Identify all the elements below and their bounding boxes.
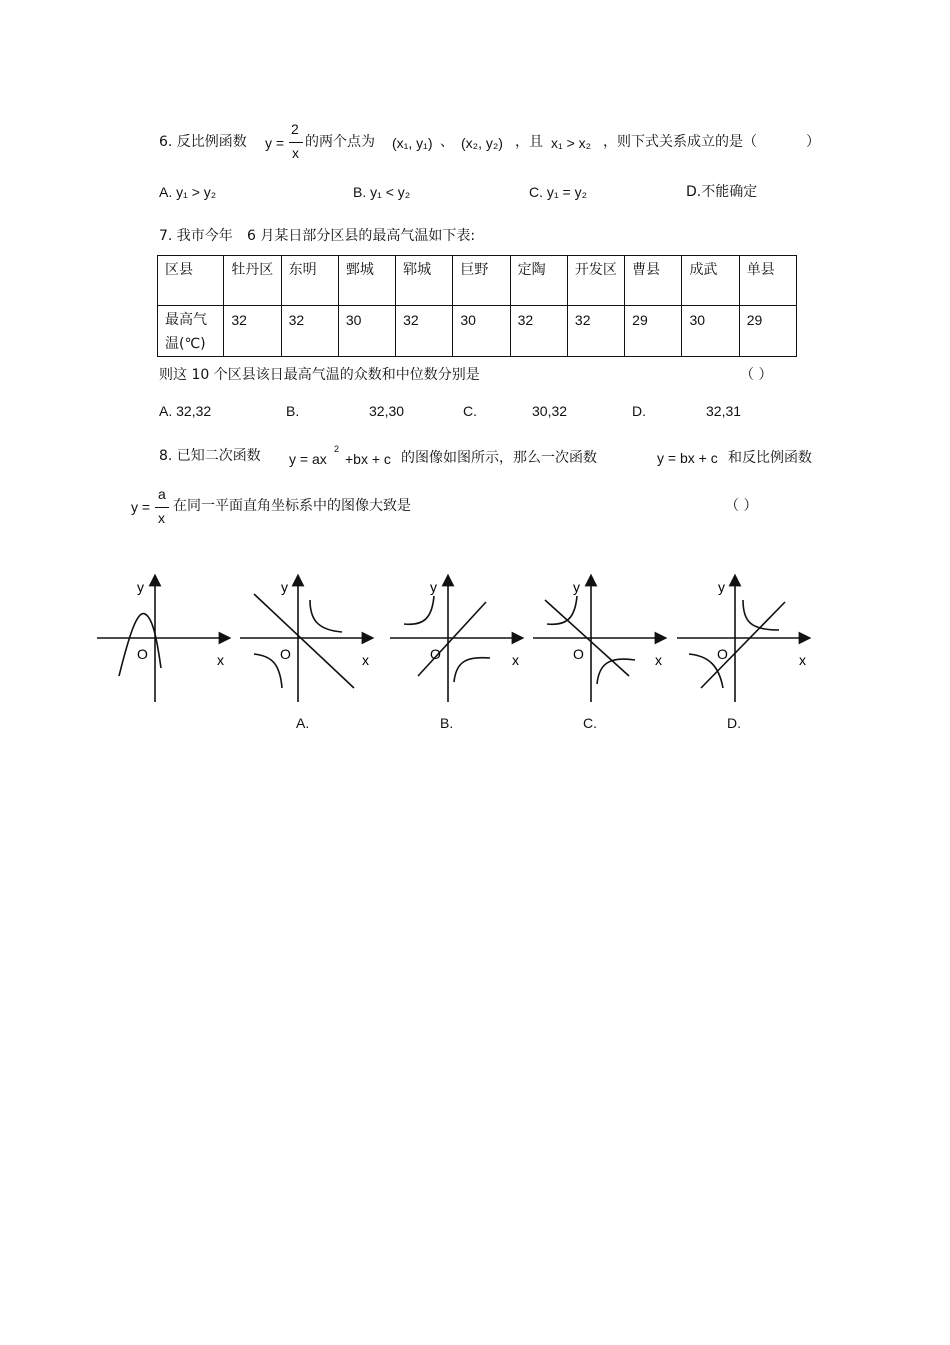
hyperbola-branch-lower xyxy=(597,659,635,684)
option-d-label[interactable]: D. xyxy=(727,715,741,731)
origin-label: O xyxy=(573,646,584,662)
option-c-graph[interactable] xyxy=(531,570,671,710)
origin-label: O xyxy=(137,646,148,662)
table-county: 曹县 xyxy=(625,256,682,306)
option-a-label[interactable]: A. xyxy=(296,715,310,731)
q8-quadratic-y: y = ax xyxy=(289,451,327,467)
option-d-graph[interactable] xyxy=(675,570,815,710)
q6-condition: x₁ > x₂ xyxy=(551,135,592,151)
hyperbola-branch-lower xyxy=(254,654,282,688)
table-temp: 29 xyxy=(625,306,682,357)
table-row-counties xyxy=(158,256,797,306)
temperature-table xyxy=(157,255,797,357)
table-county: 单县 xyxy=(739,256,796,306)
hyperbola-branch-upper xyxy=(404,596,434,624)
table-temp: 30 xyxy=(682,306,739,357)
q7-option-c-letter: C. xyxy=(463,403,477,419)
table-county: 开发区 xyxy=(567,256,624,306)
line-graph xyxy=(254,594,354,688)
table-county: 东明 xyxy=(281,256,338,306)
q8-quadratic-rest: +bx + c xyxy=(345,451,391,467)
q7-option-b-value: 32,30 xyxy=(369,403,405,419)
q6-point-2: (x₂, y₂) xyxy=(461,135,503,151)
axis-x-label: x xyxy=(362,652,369,668)
q6-separator: 、 xyxy=(440,134,454,150)
q6-fraction-numerator: 2 xyxy=(291,121,299,137)
table-temp: 32 xyxy=(224,306,281,357)
q8-fraction xyxy=(155,486,169,530)
axis-y-label: y xyxy=(718,579,725,595)
table-row-label: 最高气温(℃) xyxy=(158,306,224,357)
table-temp: 30 xyxy=(338,306,395,357)
q6-option-c: C. y₁ = y₂ xyxy=(529,184,588,200)
table-county: 定陶 xyxy=(510,256,567,306)
option-c-label[interactable]: C. xyxy=(583,715,597,731)
q8-linear: y = bx + c xyxy=(657,450,718,466)
q8-quadratic-exponent: 2 xyxy=(334,444,340,454)
q6-point-1: (x₁, y₁) xyxy=(392,135,433,151)
quadratic-graph xyxy=(95,570,235,710)
table-temp: 32 xyxy=(510,306,567,357)
q6-tail: ，则下式关系成立的是（ xyxy=(603,134,757,150)
table-header-label: 区县 xyxy=(158,256,224,306)
table-temp: 32 xyxy=(567,306,624,357)
q6-fraction-denominator: x xyxy=(292,145,299,161)
q6-func-y: y = xyxy=(265,135,285,151)
table-county: 牡丹区 xyxy=(224,256,281,306)
axis-x-label: x xyxy=(655,652,662,668)
q6-close-paren: ） xyxy=(806,134,820,150)
hyperbola-branch-upper xyxy=(547,596,577,624)
origin-label: O xyxy=(430,646,441,662)
q8-middle: 的图像如图所示，那么一次函数 xyxy=(401,450,597,466)
q8-answer-paren: （ ） xyxy=(725,498,758,514)
q6-option-b: B. y₁ < y₂ xyxy=(353,184,411,200)
q6-and: ，且 xyxy=(515,134,543,150)
q8-end: 和反比例函数 xyxy=(728,450,812,466)
q8-line2-y: y = xyxy=(131,499,151,515)
axis-x-label: x xyxy=(799,652,806,668)
table-row-temps xyxy=(158,306,797,357)
q7-option-a: A. 32,32 xyxy=(159,403,212,419)
table-county: 巨野 xyxy=(453,256,510,306)
option-b-graph[interactable] xyxy=(388,570,528,710)
axis-y-label: y xyxy=(281,579,288,595)
origin-label: O xyxy=(280,646,291,662)
table-temp: 32 xyxy=(396,306,453,357)
q8-fraction-numerator: a xyxy=(158,486,166,502)
q6-middle: 的两个点为 xyxy=(305,134,375,150)
table-county: 鄄城 xyxy=(338,256,395,306)
q7-question: 则这 10 个区县该日最高气温的众数和中位数分别是 xyxy=(159,367,480,383)
hyperbola-branch-lower xyxy=(454,658,490,682)
table-county: 成武 xyxy=(682,256,739,306)
q7-option-d-value: 32,31 xyxy=(706,403,742,419)
q7-option-b-letter: B. xyxy=(286,403,300,419)
q7-option-d-letter: D. xyxy=(632,403,646,419)
table-temp: 29 xyxy=(739,306,796,357)
q8-lead: 8. 已知二次函数 xyxy=(159,448,261,464)
q7-answer-paren: （ ） xyxy=(740,367,773,383)
q6-option-a: A. y₁ > y₂ xyxy=(159,184,217,200)
q8-fraction-denominator: x xyxy=(158,510,165,526)
table-temp: 32 xyxy=(281,306,338,357)
q6-lead: 6. 反比例函数 xyxy=(159,134,247,150)
axis-y-label: y xyxy=(137,579,144,595)
q7-option-c-value: 30,32 xyxy=(532,403,568,419)
q6-fraction xyxy=(289,121,303,165)
axis-y-label: y xyxy=(573,579,580,595)
table-temp: 30 xyxy=(453,306,510,357)
option-b-label[interactable]: B. xyxy=(440,715,454,731)
hyperbola-branch-upper xyxy=(310,600,342,632)
q7-month: 6 月某日部分区县的最高气温如下表: xyxy=(247,228,476,244)
line-graph xyxy=(701,602,785,688)
q7-lead: 7. 我市今年 xyxy=(159,228,233,244)
axis-x-label: x xyxy=(512,652,519,668)
table-county: 郓城 xyxy=(396,256,453,306)
q6-option-d: D.不能确定 xyxy=(686,184,758,200)
axis-x-label: x xyxy=(217,652,224,668)
option-a-graph[interactable] xyxy=(238,570,378,710)
origin-label: O xyxy=(717,646,728,662)
line-graph xyxy=(418,602,486,676)
axis-y-label: y xyxy=(430,579,437,595)
q8-line2-text: 在同一平面直角坐标系中的图像大致是 xyxy=(173,498,411,514)
